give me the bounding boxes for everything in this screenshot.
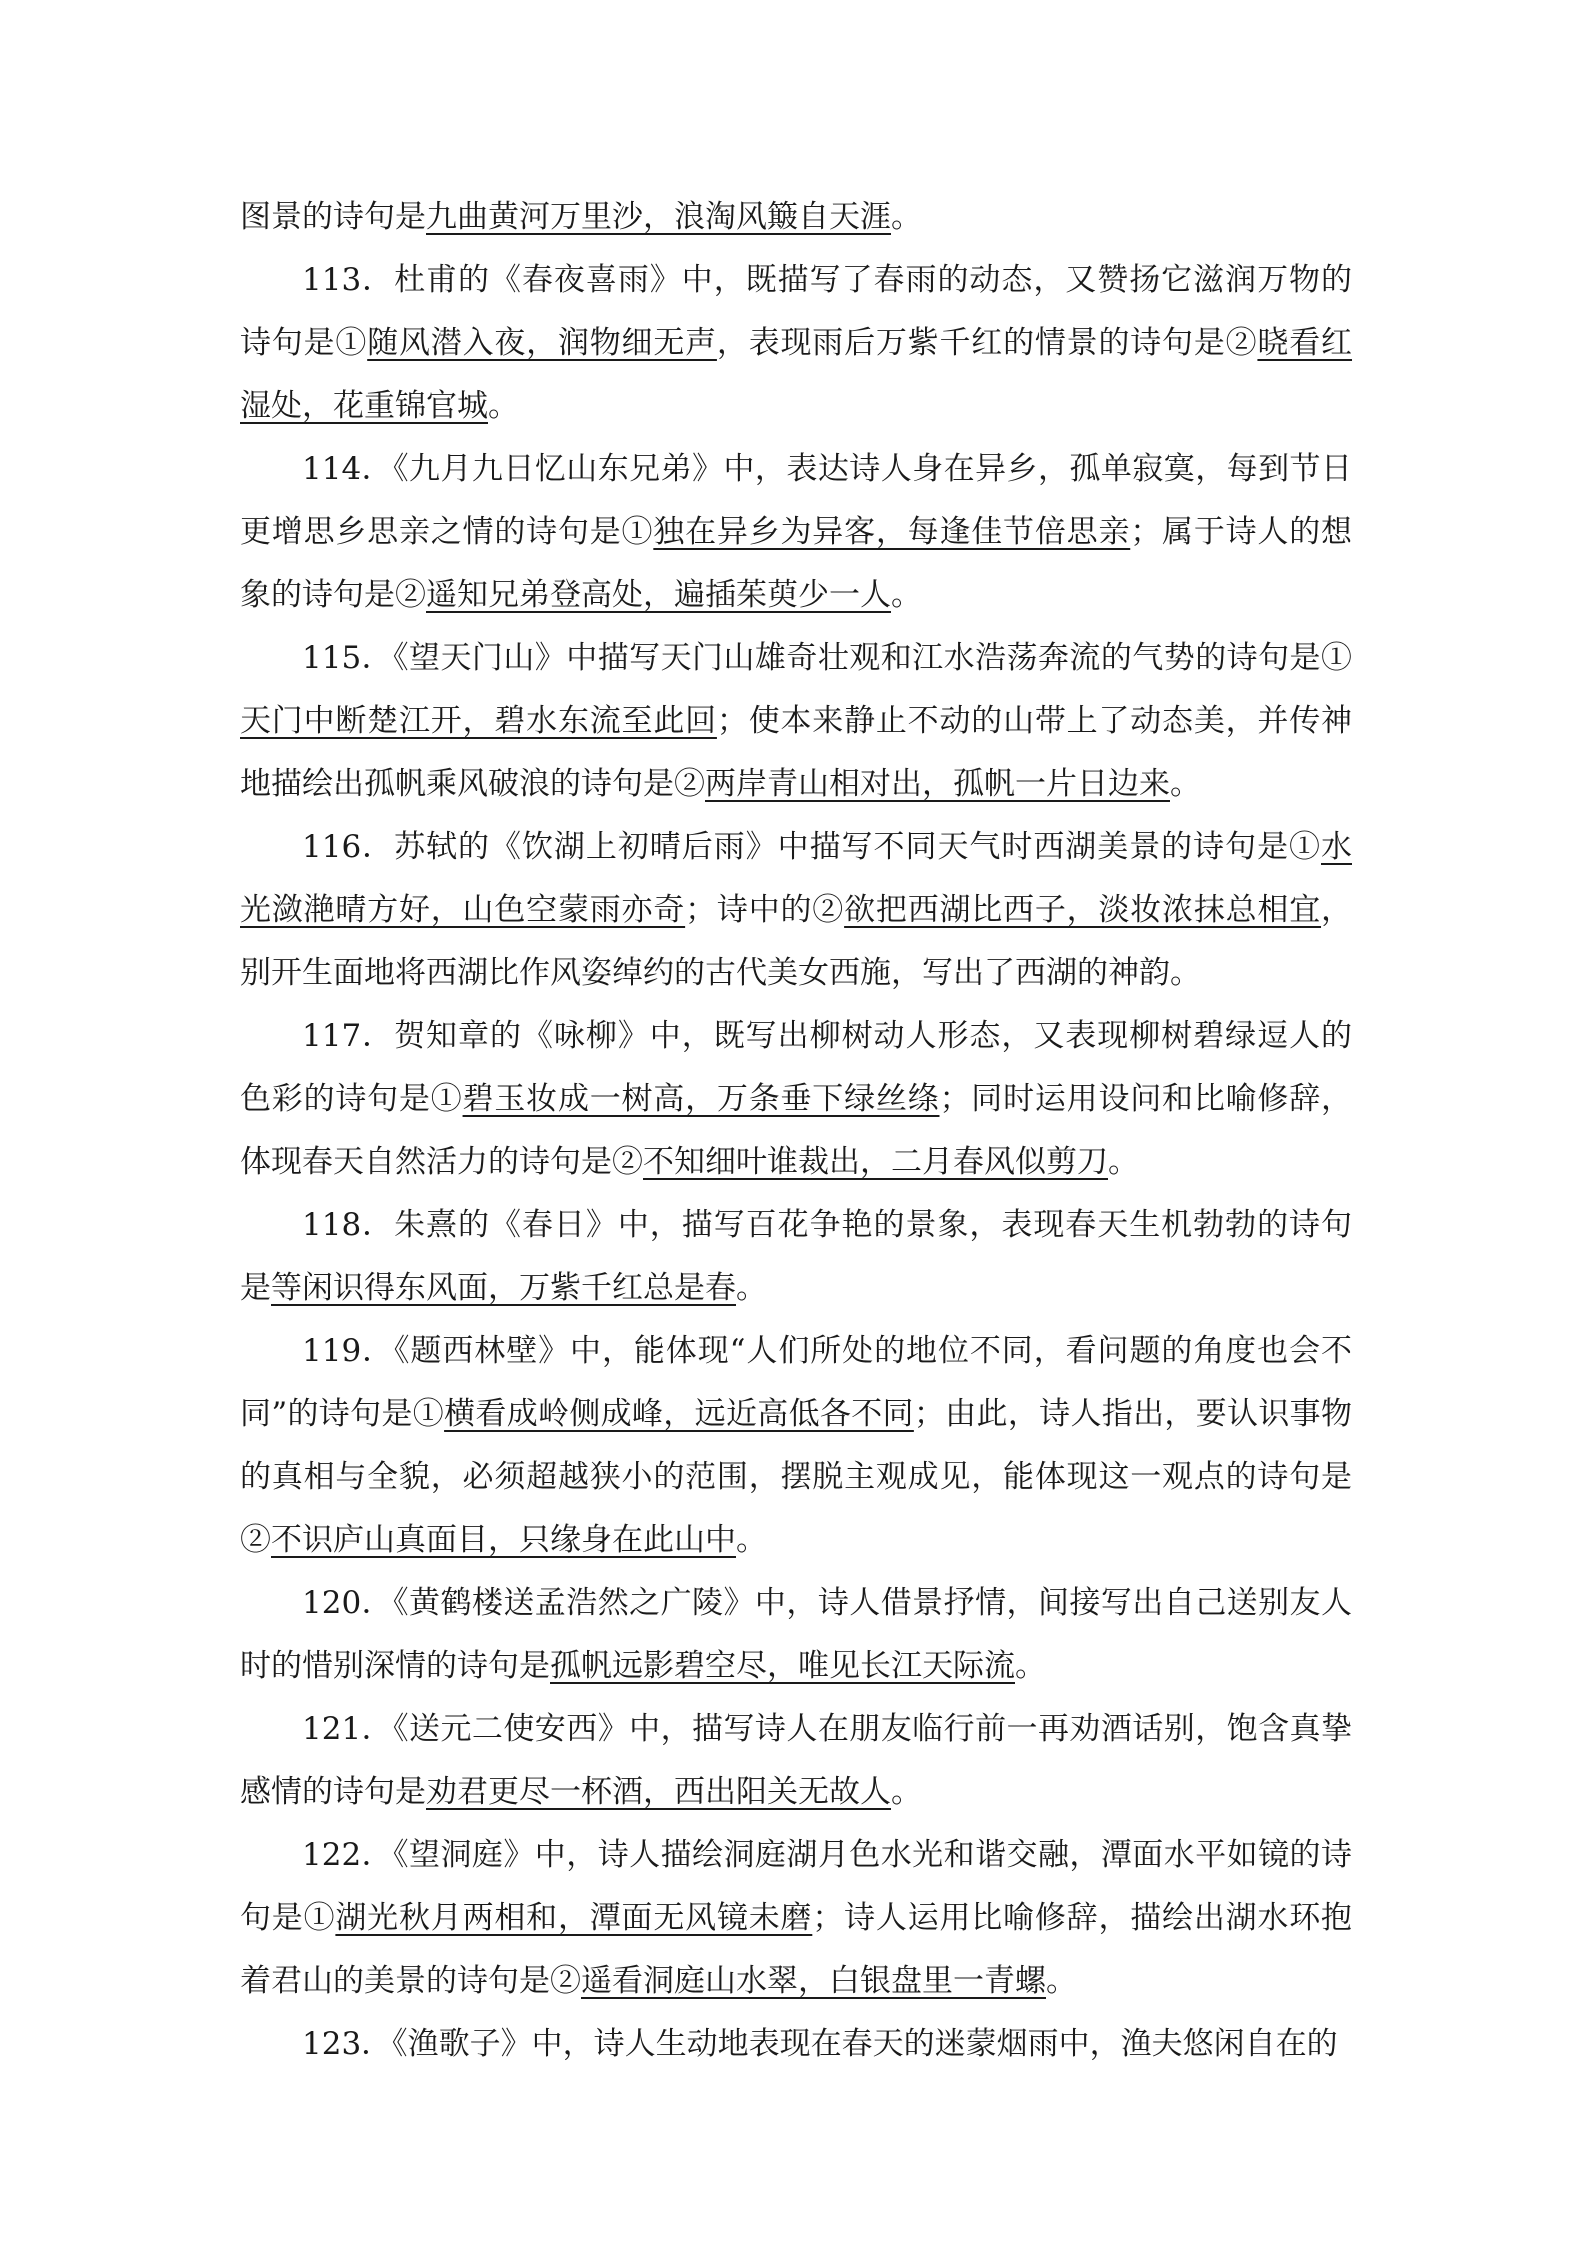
- paragraph: [240, 816, 1352, 1005]
- paragraph: [240, 249, 1352, 438]
- question-text: ；诗人运用比喻修辞，描绘出湖水环抱着君山的美景的诗句是②: [240, 1900, 1353, 1999]
- paragraph: [240, 1698, 1352, 1824]
- question-text: ；由此，诗人指出，要认识事物的真相与全貌，必须超越狭小的范围，摆脱主观成见，能体现这一观点的诗句是②: [240, 1396, 1352, 1558]
- answer-text: 不识庐山真面目，只缘身在此山中: [271, 1522, 736, 1558]
- question-text: ；同时运用设问和比喻修辞，体现春天自然活力的诗句是②: [240, 1081, 1353, 1180]
- answer-text: 碧玉妆成一树高，万条垂下绿丝绦: [462, 1081, 940, 1117]
- question-text: 。: [1046, 1963, 1077, 1999]
- answer-text: 水光潋滟晴方好，山色空蒙雨亦奇: [240, 829, 1352, 928]
- question-text: 122．《望洞庭》中，诗人描绘洞庭湖月色水光和谐交融，潭面水平如镜的诗句是①: [240, 1837, 1352, 1936]
- paragraph: [240, 1572, 1352, 1698]
- answer-text: 湖光秋月两相和，潭面无风镜未磨: [335, 1900, 813, 1936]
- answer-text: 独在异乡为异客，每逢佳节倍思亲: [653, 514, 1131, 550]
- paragraph: [240, 627, 1352, 816]
- question-text: 123．《渔歌子》中，诗人生动地表现在春天的迷蒙烟雨中，渔夫悠闲自在的: [302, 2026, 1338, 2062]
- question-text: 117．贺知章的《咏柳》中，既写出柳树动人形态，又表现柳树碧绿逗人的色彩的诗句是①: [240, 1018, 1352, 1117]
- question-text: 。: [1170, 766, 1201, 802]
- answer-text: 遥知兄弟登高处，遍插茱萸少一人: [426, 577, 891, 613]
- answer-text: 两岸青山相对出，孤帆一片日边来: [705, 766, 1170, 802]
- question-text: 115．《望天门山》中描写天门山雄奇壮观和江水浩荡奔流的气势的诗句是①: [302, 640, 1352, 676]
- question-text: 。: [736, 1522, 767, 1558]
- paragraph: [240, 1005, 1352, 1194]
- document-page: [240, 186, 1352, 2076]
- question-text: 119．《题西林壁》中，能体现“人们所处的地位不同，看问题的角度也会不同”的诗句是①: [240, 1333, 1352, 1432]
- paragraph: [240, 1194, 1352, 1320]
- answer-text: 欲把西湖比西子，淡妆浓抹总相宜: [844, 892, 1322, 928]
- paragraph: [240, 186, 1352, 249]
- paragraph: [240, 1320, 1352, 1572]
- paragraph: [240, 2013, 1352, 2076]
- answer-text: 随风潜入夜，润物细无声: [367, 325, 717, 361]
- question-text: 图景的诗句是: [240, 199, 426, 235]
- question-text: 120．《黄鹤楼送孟浩然之广陵》中，诗人借景抒情，间接写出自己送别友人时的惜别深情的诗句是: [240, 1585, 1352, 1684]
- question-text: ，表现雨后万紫千红的情景的诗句是②: [716, 325, 1258, 361]
- question-text: 113．杜甫的《春夜喜雨》中，既描写了春雨的动态，又赞扬它滋润万物的诗句是①: [240, 262, 1352, 361]
- question-text: 。: [891, 577, 922, 613]
- paragraph: [240, 438, 1352, 627]
- answer-text: 遥看洞庭山水翠，白银盘里一青螺: [581, 1963, 1046, 1999]
- paragraph: [240, 1824, 1352, 2013]
- question-text: 。: [891, 199, 922, 235]
- question-text: 114．《九月九日忆山东兄弟》中，表达诗人身在异乡，孤单寂寞，每到节日更增思乡思亲之情的诗句是①: [240, 451, 1352, 550]
- question-text: ；使本来静止不动的山带上了动态美，并传神地描绘出孤帆乘风破浪的诗句是②: [240, 703, 1353, 802]
- question-text: ；属于诗人的想象的诗句是②: [240, 514, 1353, 613]
- question-text: 。: [488, 388, 519, 424]
- question-text: 。: [1108, 1144, 1139, 1180]
- question-text: ，别开生面地将西湖比作风姿绰约的古代美女西施，写出了西湖的神韵。: [240, 892, 1353, 991]
- question-text: 118．朱熹的《春日》中，描写百花争艳的景象，表现春天生机勃勃的诗句是: [240, 1207, 1352, 1306]
- question-text: 121．《送元二使安西》中，描写诗人在朋友临行前一再劝酒话别，饱含真挚感情的诗句是: [240, 1711, 1352, 1810]
- question-text: ；诗中的②: [685, 892, 845, 928]
- answer-text: 等闲识得东风面，万紫千红总是春: [271, 1270, 736, 1306]
- question-text: 。: [736, 1270, 767, 1306]
- question-text: 。: [1015, 1648, 1046, 1684]
- question-text: 。: [891, 1774, 922, 1810]
- answer-text: 横看成岭侧成峰，远近高低各不同: [444, 1396, 914, 1432]
- answer-text: 孤帆远影碧空尽，唯见长江天际流: [550, 1648, 1015, 1684]
- answer-text: 不知细叶谁裁出，二月春风似剪刀: [643, 1144, 1108, 1180]
- answer-text: 九曲黄河万里沙，浪淘风簸自天涯: [426, 199, 891, 235]
- question-text: 116．苏轼的《饮湖上初晴后雨》中描写不同天气时西湖美景的诗句是①: [302, 829, 1321, 865]
- answer-text: 晓看红湿处，花重锦官城: [240, 325, 1353, 424]
- answer-text: 劝君更尽一杯酒，西出阳关无故人: [426, 1774, 891, 1810]
- answer-text: 天门中断楚江开，碧水东流至此回: [240, 703, 717, 739]
